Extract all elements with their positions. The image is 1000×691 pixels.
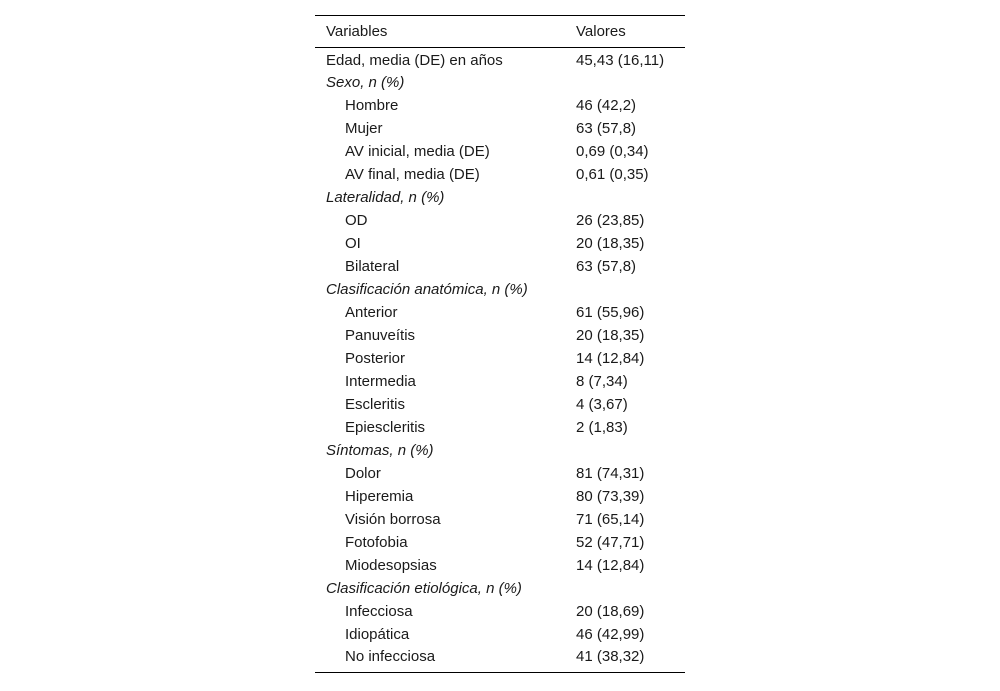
variable-value (576, 439, 685, 462)
table-row (315, 163, 685, 186)
variable-label: Fotofobia (345, 533, 408, 551)
variable-value (576, 278, 685, 301)
variable-value: 81 (74,31) (576, 464, 645, 482)
variable-label: Infecciosa (345, 602, 413, 620)
category-label: Lateralidad, n (%) (326, 188, 445, 206)
variable-label: Posterior (345, 349, 406, 367)
variable-value: 46 (42,99) (576, 625, 645, 643)
variable-value: 41 (38,32) (576, 648, 645, 666)
variable-label: Panuveítis (345, 326, 416, 344)
table-row (315, 393, 685, 416)
table-row (315, 508, 685, 531)
variable-value: 80 (73,39) (576, 487, 645, 505)
variable-value: 63 (57,8) (576, 257, 637, 275)
table-row (315, 600, 685, 623)
variable-value: 61 (55,96) (576, 303, 645, 321)
variable-label: AV final, media (DE) (345, 165, 480, 183)
table-row (315, 140, 685, 163)
table-row (315, 94, 685, 117)
table-body (315, 48, 685, 673)
variable-value: 46 (42,2) (576, 96, 637, 114)
table-row (315, 370, 685, 393)
table-row (315, 301, 685, 324)
category-row (315, 439, 685, 462)
variable-label: Idiopática (345, 625, 410, 643)
table-row (315, 209, 685, 232)
variable-value: 2 (1,83) (576, 418, 628, 436)
variable-label: OD (345, 211, 368, 229)
variable-value: 4 (3,67) (576, 395, 628, 413)
variable-label: Anterior (345, 303, 398, 321)
variable-label: OI (345, 234, 361, 252)
variable-label: Escleritis (345, 395, 406, 413)
category-row (315, 278, 685, 301)
variable-value: 8 (7,34) (576, 372, 628, 390)
variable-label: Hiperemia (345, 487, 414, 505)
table-header (315, 16, 685, 48)
table-row (315, 48, 685, 71)
variable-value (576, 186, 685, 209)
table-row (315, 324, 685, 347)
variable-label: Bilateral (345, 257, 400, 275)
variable-label: Visión borrosa (345, 510, 441, 528)
variable-value: 26 (23,85) (576, 211, 645, 229)
category-label: Síntomas, n (%) (326, 441, 434, 459)
category-row (315, 577, 685, 600)
variable-value: 14 (12,84) (576, 349, 645, 367)
category-label: Clasificación anatómica, n (%) (326, 280, 528, 298)
variable-value (576, 71, 685, 94)
table-row (315, 347, 685, 370)
category-row (315, 71, 685, 94)
category-row (315, 186, 685, 209)
data-table (315, 15, 685, 673)
table-row (315, 623, 685, 646)
variable-label: AV inicial, media (DE) (345, 142, 490, 160)
variable-value: 71 (65,14) (576, 510, 645, 528)
table-row (315, 485, 685, 508)
variable-label: Mujer (345, 119, 383, 137)
category-label: Clasificación etiológica, n (%) (326, 579, 522, 597)
variable-value: 20 (18,35) (576, 234, 645, 252)
table-row (315, 416, 685, 439)
variable-value: 45,43 (16,11) (576, 51, 665, 69)
variable-label: Intermedia (345, 372, 416, 390)
table-row (315, 117, 685, 140)
variable-value: 0,69 (0,34) (576, 142, 649, 160)
header-variables: Variables (326, 23, 388, 40)
variable-value: 14 (12,84) (576, 556, 645, 574)
variable-value: 20 (18,35) (576, 326, 645, 344)
variable-label: Edad, media (DE) en años (326, 51, 503, 69)
table-row (315, 646, 685, 673)
variable-label: Miodesopsias (345, 556, 437, 574)
category-label: Sexo, n (%) (326, 73, 405, 91)
table-row (315, 462, 685, 485)
variable-label: Dolor (345, 464, 381, 482)
variable-value: 52 (47,71) (576, 533, 645, 551)
variable-label: No infecciosa (345, 648, 436, 666)
table-row (315, 554, 685, 577)
data-table-container (315, 15, 685, 673)
table-row (315, 531, 685, 554)
header-valores: Valores (576, 23, 626, 40)
variable-value (576, 577, 685, 600)
header-row (315, 16, 685, 48)
variable-label: Hombre (345, 96, 399, 114)
table-row (315, 232, 685, 255)
variable-value: 0,61 (0,35) (576, 165, 649, 183)
variable-value: 20 (18,69) (576, 602, 645, 620)
variable-value: 63 (57,8) (576, 119, 637, 137)
variable-label: Epiescleritis (345, 418, 426, 436)
table-row (315, 255, 685, 278)
